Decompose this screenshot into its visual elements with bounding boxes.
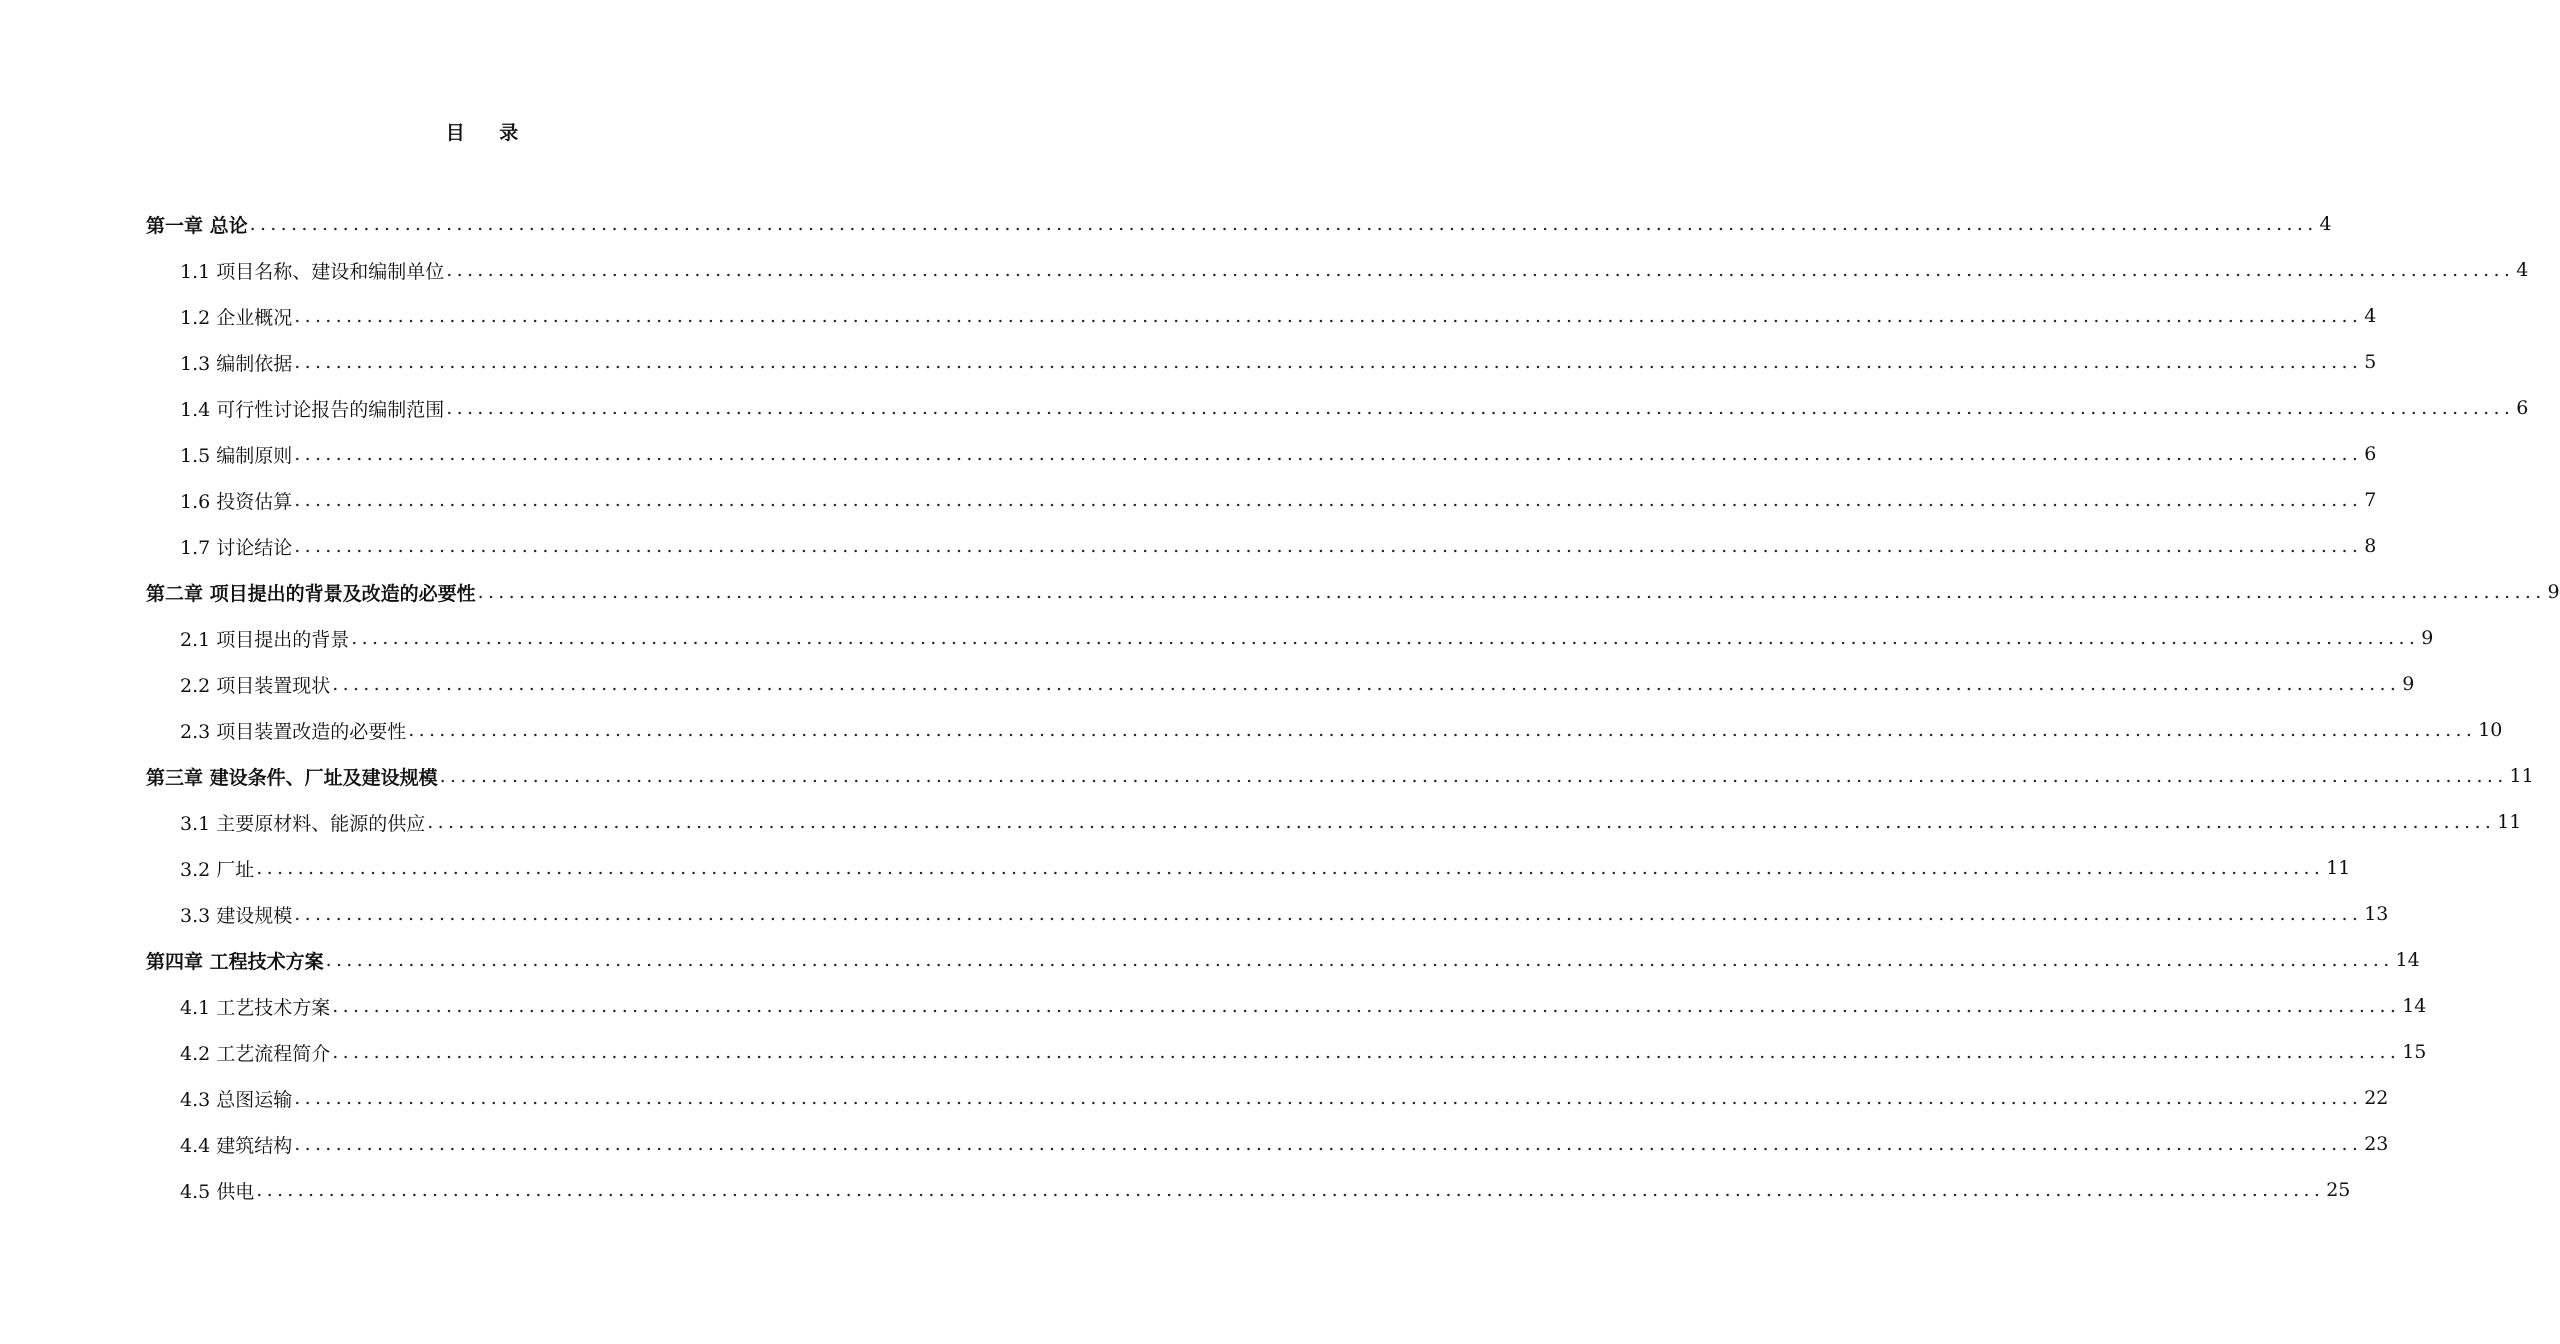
toc-page-number: 14 <box>2402 995 2427 1017</box>
toc-section-entry[interactable] <box>0 891 2389 937</box>
toc-section-entry[interactable] <box>0 1121 2389 1167</box>
toc-section-entry[interactable] <box>0 799 2522 845</box>
toc-entry-label: 第四章 工程技术方案 <box>146 950 324 973</box>
toc-leader-dots: ........................................................................................................................................................................................................ <box>325 949 2394 971</box>
toc-chapter-entry[interactable] <box>0 937 2420 983</box>
toc-page-number: 13 <box>2364 903 2389 925</box>
toc-leader-dots: ........................................................................................................................................................................................................ <box>446 397 2515 419</box>
toc-leader-dots: ........................................................................................................................................................................................................ <box>332 673 2401 695</box>
toc-leader-dots: ........................................................................................................................................................................................................ <box>249 213 2318 235</box>
toc-leader-dots: ........................................................................................................................................................................................................ <box>439 765 2508 787</box>
toc-section-entry[interactable] <box>0 247 2529 293</box>
toc-entry-label: 1.1 项目名称、建设和编制单位 <box>180 260 445 283</box>
toc-entry-label: 1.6 投资估算 <box>180 490 293 513</box>
toc-leader-dots: ........................................................................................................................................................................................................ <box>332 1041 2401 1063</box>
toc-section-entry[interactable] <box>0 1075 2389 1121</box>
toc-section-entry[interactable] <box>0 523 2377 569</box>
toc-section-entry[interactable] <box>0 293 2377 339</box>
toc-entry-label: 2.1 项目提出的背景 <box>180 628 350 651</box>
toc-leader-dots: ........................................................................................................................................................................................................ <box>294 1133 2363 1155</box>
toc-entry-label: 1.4 可行性讨论报告的编制范围 <box>180 398 445 421</box>
toc-leader-dots: ........................................................................................................................................................................................................ <box>256 857 2325 879</box>
toc-leader-dots: ........................................................................................................................................................................................................ <box>294 443 2363 465</box>
toc-entry-label: 第二章 项目提出的背景及改造的必要性 <box>146 582 476 605</box>
toc-section-entry[interactable] <box>0 431 2377 477</box>
toc-page-number: 4 <box>2319 213 2332 235</box>
toc-leader-dots: ........................................................................................................................................................................................................ <box>294 1087 2363 1109</box>
toc-page-number: 5 <box>2364 351 2377 373</box>
toc-section-entry[interactable] <box>0 477 2377 523</box>
toc-leader-dots: ........................................................................................................................................................................................................ <box>351 627 2420 649</box>
toc-chapter-entry[interactable] <box>0 753 2534 799</box>
toc-section-entry[interactable] <box>0 615 2434 661</box>
toc-page-number: 10 <box>2478 719 2503 741</box>
toc-page-number: 7 <box>2364 489 2377 511</box>
toc-chapter-entry[interactable] <box>0 201 2332 247</box>
toc-page-number: 25 <box>2326 1179 2351 1201</box>
toc-entry-label: 3.1 主要原材料、能源的供应 <box>180 812 426 835</box>
toc-entry-label: 第三章 建设条件、厂址及建设规模 <box>146 766 438 789</box>
toc-section-entry[interactable] <box>0 707 2503 753</box>
toc-leader-dots: ........................................................................................................................................................................................................ <box>256 1179 2325 1201</box>
toc-page-number: 6 <box>2364 443 2377 465</box>
toc-leader-dots: ........................................................................................................................................................................................................ <box>294 903 2363 925</box>
toc-entry-label: 4.1 工艺技术方案 <box>180 996 331 1019</box>
toc-leader-dots: ........................................................................................................................................................................................................ <box>294 535 2363 557</box>
toc-entry-label: 1.3 编制依据 <box>180 352 293 375</box>
toc-section-entry[interactable] <box>0 661 2415 707</box>
toc-entry-label: 4.3 总图运输 <box>180 1088 293 1111</box>
toc-page-number: 4 <box>2516 259 2529 281</box>
toc-leader-dots: ........................................................................................................................................................................................................ <box>332 995 2401 1017</box>
toc-page-number: 14 <box>2395 949 2420 971</box>
toc-page-number: 8 <box>2364 535 2377 557</box>
toc-entry-label: 1.7 讨论结论 <box>180 536 293 559</box>
toc-entry-label: 4.5 供电 <box>180 1180 255 1203</box>
toc-leader-dots: ........................................................................................................................................................................................................ <box>294 351 2363 373</box>
toc-page-number: 9 <box>2421 627 2434 649</box>
toc-entry-label: 2.3 项目装置改造的必要性 <box>180 720 407 743</box>
toc-page-number: 15 <box>2402 1041 2427 1063</box>
toc-page-number: 22 <box>2364 1087 2389 1109</box>
toc-leader-dots: ........................................................................................................................................................................................................ <box>427 811 2496 833</box>
toc-section-entry[interactable] <box>0 339 2377 385</box>
toc-leader-dots: ........................................................................................................................................................................................................ <box>294 489 2363 511</box>
toc-section-entry[interactable] <box>0 1167 2351 1213</box>
toc-leader-dots: ........................................................................................................................................................................................................ <box>446 259 2515 281</box>
toc-entry-label: 4.4 建筑结构 <box>180 1134 293 1157</box>
toc-page-number: 9 <box>2402 673 2415 695</box>
toc-leader-dots: ........................................................................................................................................................................................................ <box>294 305 2363 327</box>
toc-section-entry[interactable] <box>0 1029 2427 1075</box>
toc-entry-label: 第一章 总论 <box>146 214 248 237</box>
toc-entry-label: 1.5 编制原则 <box>180 444 293 467</box>
toc-page-number: 11 <box>2326 857 2351 879</box>
toc-leader-dots: ........................................................................................................................................................................................................ <box>408 719 2477 741</box>
table-of-contents <box>0 201 2560 1213</box>
toc-section-entry[interactable] <box>0 983 2427 1029</box>
toc-section-entry[interactable] <box>0 385 2529 431</box>
toc-page-number: 6 <box>2516 397 2529 419</box>
toc-entry-label: 2.2 项目装置现状 <box>180 674 331 697</box>
toc-entry-label: 3.3 建设规模 <box>180 904 293 927</box>
page-title: 目 录 <box>445 122 533 144</box>
toc-page-number: 11 <box>2497 811 2522 833</box>
toc-entry-label: 1.2 企业概况 <box>180 306 293 329</box>
toc-page-number: 11 <box>2509 765 2534 787</box>
toc-entry-label: 4.2 工艺流程简介 <box>180 1042 331 1065</box>
toc-page-number: 23 <box>2364 1133 2389 1155</box>
toc-entry-label: 3.2 厂址 <box>180 858 255 881</box>
toc-page-number: 4 <box>2364 305 2377 327</box>
toc-chapter-entry[interactable] <box>0 569 2560 615</box>
toc-page-number: 9 <box>2547 581 2560 603</box>
toc-section-entry[interactable] <box>0 845 2351 891</box>
toc-leader-dots: ........................................................................................................................................................................................................ <box>477 581 2546 603</box>
